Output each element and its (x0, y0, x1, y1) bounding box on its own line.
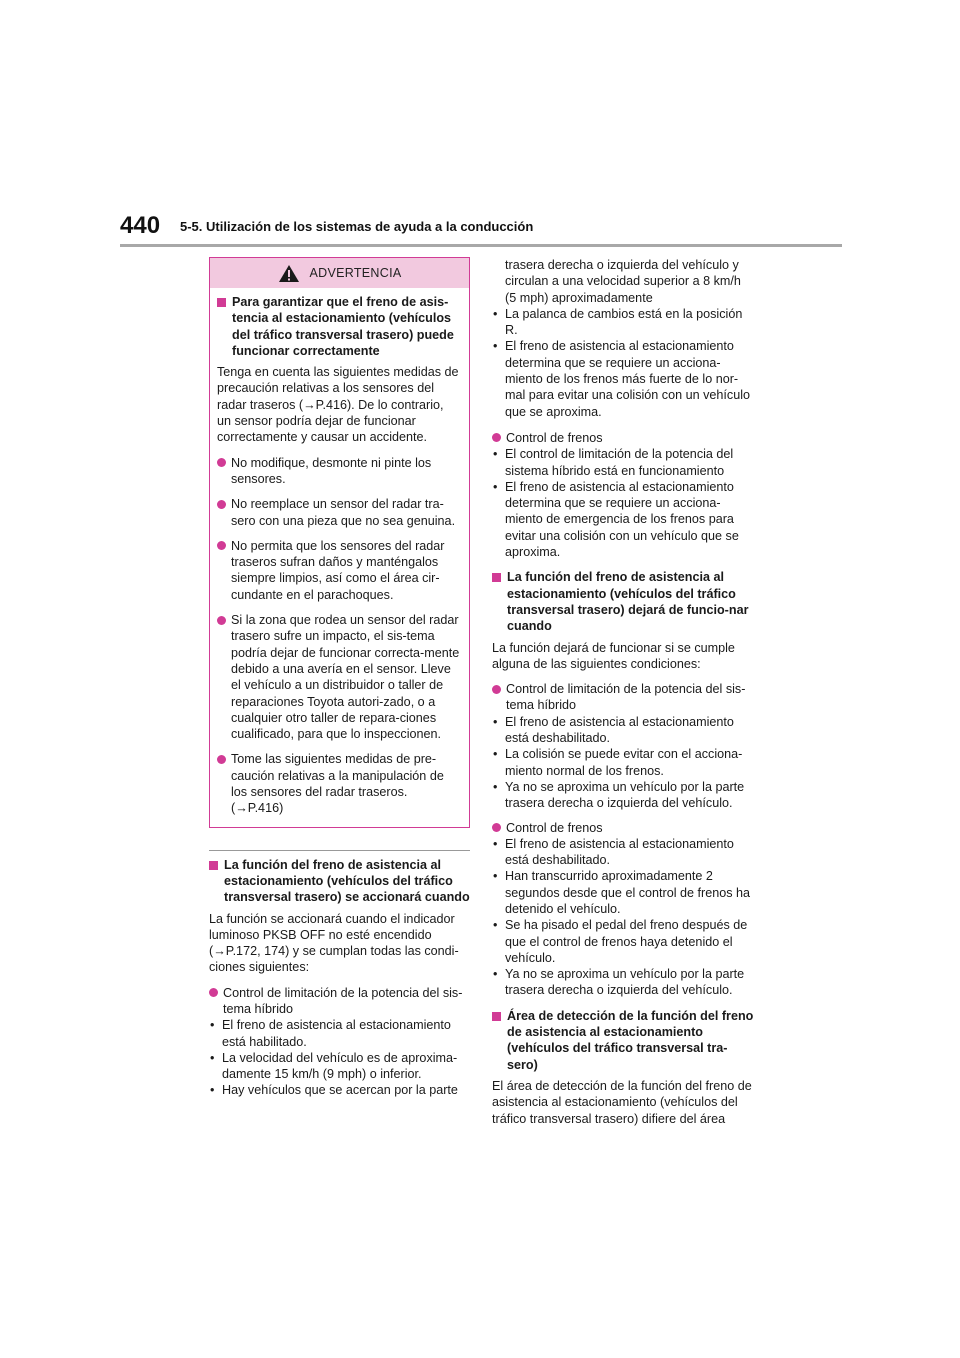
section-divider (209, 850, 470, 851)
warning-body (210, 288, 469, 827)
sub-item: • Ya no se aproxima un vehículo por la parte trasera derecha o izquierda del vehículo. (492, 966, 754, 999)
section-intro: El área de detección de la función del freno de asistencia al estacionamiento (vehículos del tráfico transversal trasero) difiere del área (492, 1078, 752, 1126)
square-bullet-icon (492, 1012, 501, 1021)
warning-heading: Para garantizar que el freno de asis-tencia al estacionamiento (vehículos del tráfico transversal trasero) puede funcionar correctamente (217, 294, 461, 359)
circle-bullet-icon (492, 433, 501, 442)
warning-triangle-icon (278, 264, 300, 283)
sub-item: • El freno de asistencia al estacionamiento está habilitado. (209, 1017, 470, 1050)
warning-header (210, 258, 469, 288)
sub-item: • El control de limitación de la potencia del sistema híbrido está en funcionamiento (492, 446, 754, 479)
sub-item: • La colisión se puede evitar con el acciona-miento normal de los frenos. (492, 746, 754, 779)
sub-item: • Han transcurrido aproximadamente 2 segundos desde que el control de frenos ha detenido el vehículo. (492, 868, 754, 917)
warning-item: No modifique, desmonte ni pinte los sensores. (217, 455, 461, 488)
circle-bullet-icon (492, 823, 501, 832)
circle-bullet-icon (217, 755, 226, 764)
warning-item: Si la zona que rodea un sensor del radar trasero sufre un impacto, el sis-tema podría dejar de funcionar correcta-mente debido a una avería en el sensor. Lleve el vehículo a un distribuidor o taller de reparaciones Toyota autori-zado, o a cualquier otro taller de repara-ciones cualificado, para que lo inspeccionen. (217, 612, 461, 742)
sub-item: • El freno de asistencia al estacionamiento determina que se requiere un acciona-miento de los frenos más fuerte de lo nor-mal para evitar una colisión con un vehículo que se aproxima. (492, 338, 754, 419)
square-bullet-icon (209, 861, 218, 870)
square-bullet-icon (492, 573, 501, 582)
section-intro: La función se accionará cuando el indicador luminoso PKSB OFF no esté encendido (→P.172, 174) y se cumplan todas las condi-ciones siguientes: (209, 911, 459, 975)
condition-item: Control de frenos (492, 820, 754, 836)
circle-bullet-icon (209, 988, 218, 997)
circle-bullet-icon (217, 500, 226, 509)
warning-item: Tome las siguientes medidas de pre-caución relativas a la manipulación de los sensores del radar traseros. (→P.416) (217, 751, 461, 816)
condition-item: Control de limitación de la potencia del sis-tema híbrido (209, 985, 470, 1018)
square-bullet-icon (217, 298, 226, 307)
warning-title: ADVERTENCIA (309, 265, 402, 280)
condition-item: Control de frenos (492, 430, 754, 446)
circle-bullet-icon (217, 616, 226, 625)
section-heading: La función del freno de asistencia al estacionamiento (vehículos del tráfico transversal trasero) se accionará cuando (209, 857, 470, 906)
section-title: 5-5. Utilización de los sistemas de ayuda a la conducción (180, 219, 534, 234)
sub-item: • El freno de asistencia al estacionamiento determina que se requiere un acciona-miento de emergencia de los frenos para evitar una colisión con un vehículo que se aproxima. (492, 479, 754, 560)
sub-item: • Ya no se aproxima un vehículo por la parte trasera derecha o izquierda del vehículo. (492, 779, 754, 812)
circle-bullet-icon (217, 541, 226, 550)
sub-item: • Se ha pisado el pedal del freno después de que el control de frenos haya detenido el vehículo. (492, 917, 754, 966)
left-column (209, 257, 470, 1099)
circle-bullet-icon (492, 685, 501, 694)
warning-item: No permita que los sensores del radar traseros sufran daños y manténgalos siempre limpios, así como el área cir-cundante en el parachoques. (217, 538, 461, 603)
sub-item: • La palanca de cambios está en la posición R. (492, 306, 754, 339)
section-intro: La función dejará de funcionar si se cumple alguna de las siguientes condiciones: (492, 640, 735, 671)
warning-item: No reemplace un sensor del radar tra-sero con una pieza que no sea genuina. (217, 496, 461, 529)
sub-item: • El freno de asistencia al estacionamiento está deshabilitado. (492, 836, 754, 869)
section-heading: Área de detección de la función del freno de asistencia al estacionamiento (vehículos del tráfico transversal tra-sero) (492, 1008, 754, 1073)
warning-box (209, 257, 470, 828)
sub-item-continuation: trasera derecha o izquierda del vehículo y circulan a una velocidad superior a 8 km/h (5 mph) aproximadamente (505, 258, 741, 305)
page-number: 440 (120, 212, 161, 239)
warning-intro: Tenga en cuenta las siguientes medidas de precaución relativas a los sensores del radar traseros (→P.416). De lo contrario, un sensor podría dejar de funcionar correctamente y causar un accidente. (217, 365, 459, 445)
header-rule (120, 244, 842, 247)
condition-item: Control de limitación de la potencia del sis-tema híbrido (492, 681, 754, 714)
sub-item: • El freno de asistencia al estacionamiento está deshabilitado. (492, 714, 754, 747)
right-column (492, 257, 754, 1136)
section-heading: La función del freno de asistencia al estacionamiento (vehículos del tráfico transversal trasero) dejará de funcio-nar cuando (492, 569, 754, 634)
sub-item: • La velocidad del vehículo es de aproxima-damente 15 km/h (9 mph) o inferior. (209, 1050, 470, 1083)
sub-item: • Hay vehículos que se acercan por la parte (209, 1082, 470, 1098)
circle-bullet-icon (217, 458, 226, 467)
